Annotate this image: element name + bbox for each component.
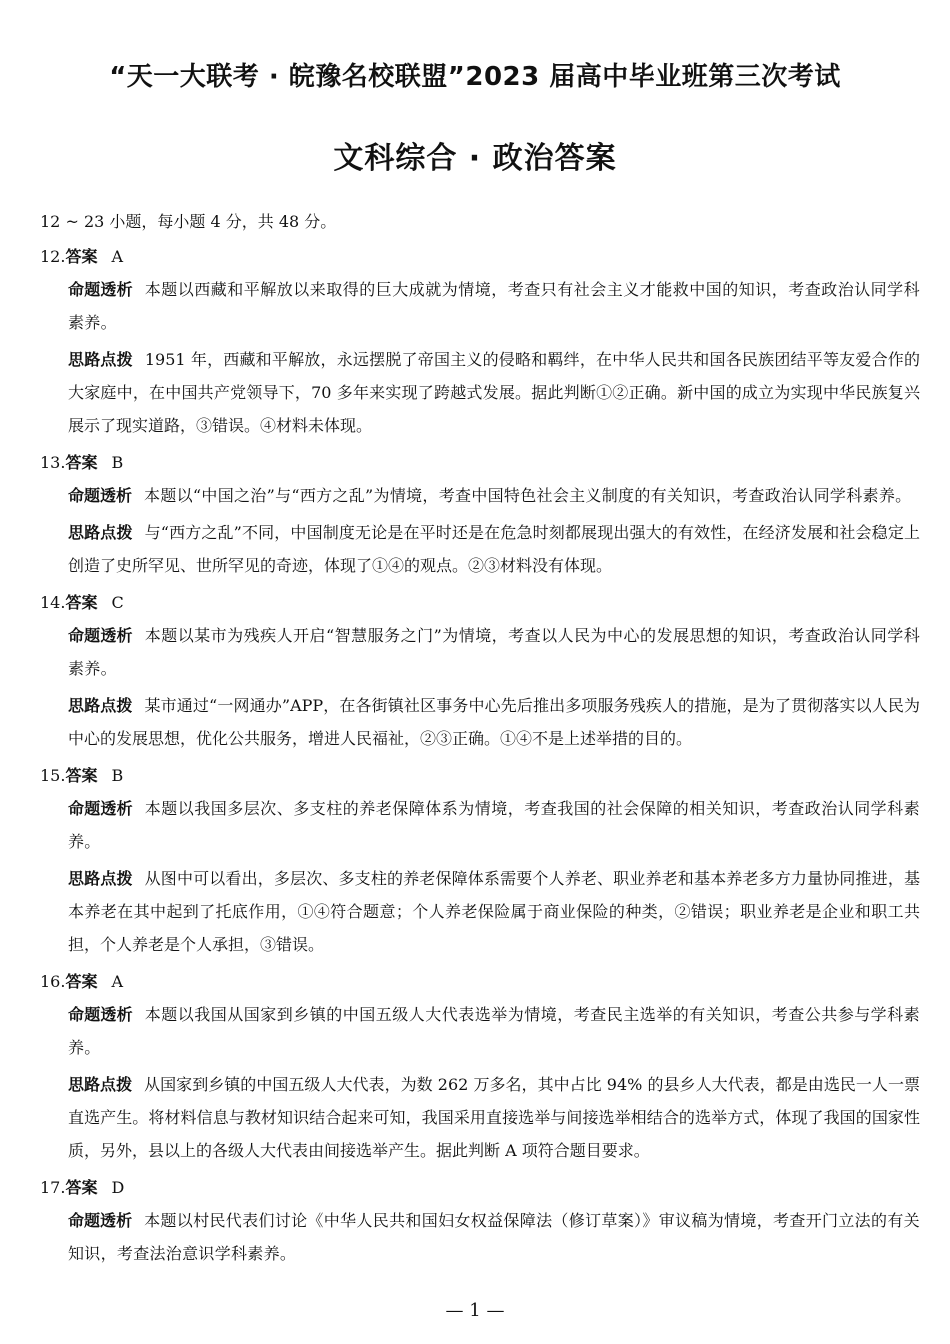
question-list [40,240,920,1270]
answer-choice: B [111,453,124,472]
hint-label: 思路点拨 [68,696,133,715]
answer-label: 答案 [65,247,98,266]
analysis-label: 命题透析 [68,1211,133,1230]
answer-choice: A [111,247,124,266]
question-answer-line [40,586,920,619]
hint-label: 思路点拨 [68,523,133,542]
question-number: 14. [40,593,66,612]
analysis-text: 本题以我国多层次、多支柱的养老保障体系为情境，考查我国的社会保障的相关知识，考查政治认同学科素养。 [68,799,920,851]
answer-choice: D [111,1178,125,1197]
analysis-paragraph [68,998,920,1064]
question-block [40,1171,920,1270]
answer-content [40,205,920,1274]
hint-label: 思路点拨 [68,1075,133,1094]
answer-choice: B [111,766,124,785]
analysis-paragraph [68,619,920,685]
answer-label: 答案 [65,972,98,991]
analysis-label: 命题透析 [68,280,133,299]
analysis-text: 本题以“中国之治”与“西方之乱”为情境，考查中国特色社会主义制度的有关知识，考查政治认同学科素养。 [144,486,912,505]
page-title: “天一大联考 · 皖豫名校联盟”2023 届高中毕业班第三次考试 [109,62,841,92]
answer-label: 答案 [65,593,98,612]
analysis-text: 本题以我国从国家到乡镇的中国五级人大代表选举为情境，考查民主选举的有关知识，考查公共参与学科素养。 [68,1005,920,1057]
question-answer-line [40,240,920,273]
analysis-label: 命题透析 [68,799,133,818]
analysis-label: 命题透析 [68,626,133,645]
hint-paragraph [68,689,920,755]
question-number: 16. [40,972,66,991]
hint-paragraph [68,862,920,961]
question-answer-line [40,446,920,479]
analysis-paragraph [68,273,920,339]
page-number: — 1 — [445,1300,505,1321]
answer-label: 答案 [65,1178,98,1197]
hint-paragraph [68,343,920,442]
analysis-label: 命题透析 [68,486,133,505]
question-answer-line [40,759,920,792]
question-answer-line [40,1171,920,1204]
answer-label: 答案 [65,453,98,472]
hint-text: 从图中可以看出，多层次、多支柱的养老保障体系需要个人养老、职业养老和基本养老多方力量协同推进，基本养老在其中起到了托底作用，①④符合题意；个人养老保险属于商业保险的种类，②错误；职业养老是企业和职工共担，个人养老是个人承担，③错误。 [68,869,920,954]
analysis-text: 本题以西藏和平解放以来取得的巨大成就为情境，考查只有社会主义才能救中国的知识，考查政治认同学科素养。 [68,280,920,332]
analysis-paragraph [68,479,920,512]
question-block [40,759,920,961]
question-number: 17. [40,1178,66,1197]
analysis-label: 命题透析 [68,1005,133,1024]
hint-paragraph [68,516,920,582]
question-number: 13. [40,453,66,472]
section-intro: 12 ~ 23 小题，每小题 4 分，共 48 分。 [40,212,337,231]
page-subtitle: 文科综合 · 政治答案 [333,141,617,176]
hint-text: 从国家到乡镇的中国五级人大代表，为数 262 万多名，其中占比 94% 的县乡人大代表，都是由选民一人一票直选产生。将材料信息与教材知识结合起来可知，我国采用直接选举与间接选举相结合的选举方式，体现了我国的国家性质，另外，县以上的各级人大代表由间接选举产生。据此判断 A 项符合题目要求。 [68,1075,920,1160]
hint-text: 1951 年，西藏和平解放，永远摆脱了帝国主义的侵略和羁绊，在中华人民共和国各民族团结平等友爱合作的大家庭中，在中国共产党领导下，70 多年来实现了跨越式发展。据此判断①②正确。新中国的成立为实现中华民族复兴展示了现实道路，③错误。④材料未体现。 [68,350,920,435]
question-number: 15. [40,766,66,785]
analysis-text: 本题以某市为残疾人开启“智慧服务之门”为情境，考查以人民为中心的发展思想的知识，考查政治认同学科素养。 [68,626,920,678]
hint-label: 思路点拨 [68,869,133,888]
question-answer-line [40,965,920,998]
question-number: 12. [40,247,66,266]
question-block [40,446,920,582]
hint-text: 与“西方之乱”不同，中国制度无论是在平时还是在危急时刻都展现出强大的有效性，在经济发展和社会稳定上创造了史所罕见、世所罕见的奇迹，体现了①④的观点。②③材料没有体现。 [68,523,920,575]
answer-choice: C [111,593,124,612]
answer-label: 答案 [65,766,98,785]
analysis-paragraph [68,1204,920,1270]
question-block [40,965,920,1167]
answer-choice: A [111,972,124,991]
hint-text: 某市通过“一网通办”APP，在各街镇社区事务中心先后推出多项服务残疾人的措施，是为了贯彻落实以人民为中心的发展思想，优化公共服务，增进人民福祉，②③正确。①④不是上述举措的目的。 [68,696,920,748]
question-block [40,240,920,442]
analysis-text: 本题以村民代表们讨论《中华人民共和国妇女权益保障法（修订草案）》审议稿为情境，考查开门立法的有关知识，考查法治意识学科素养。 [68,1211,920,1263]
hint-paragraph [68,1068,920,1167]
question-block [40,586,920,755]
analysis-paragraph [68,792,920,858]
hint-label: 思路点拨 [68,350,133,369]
